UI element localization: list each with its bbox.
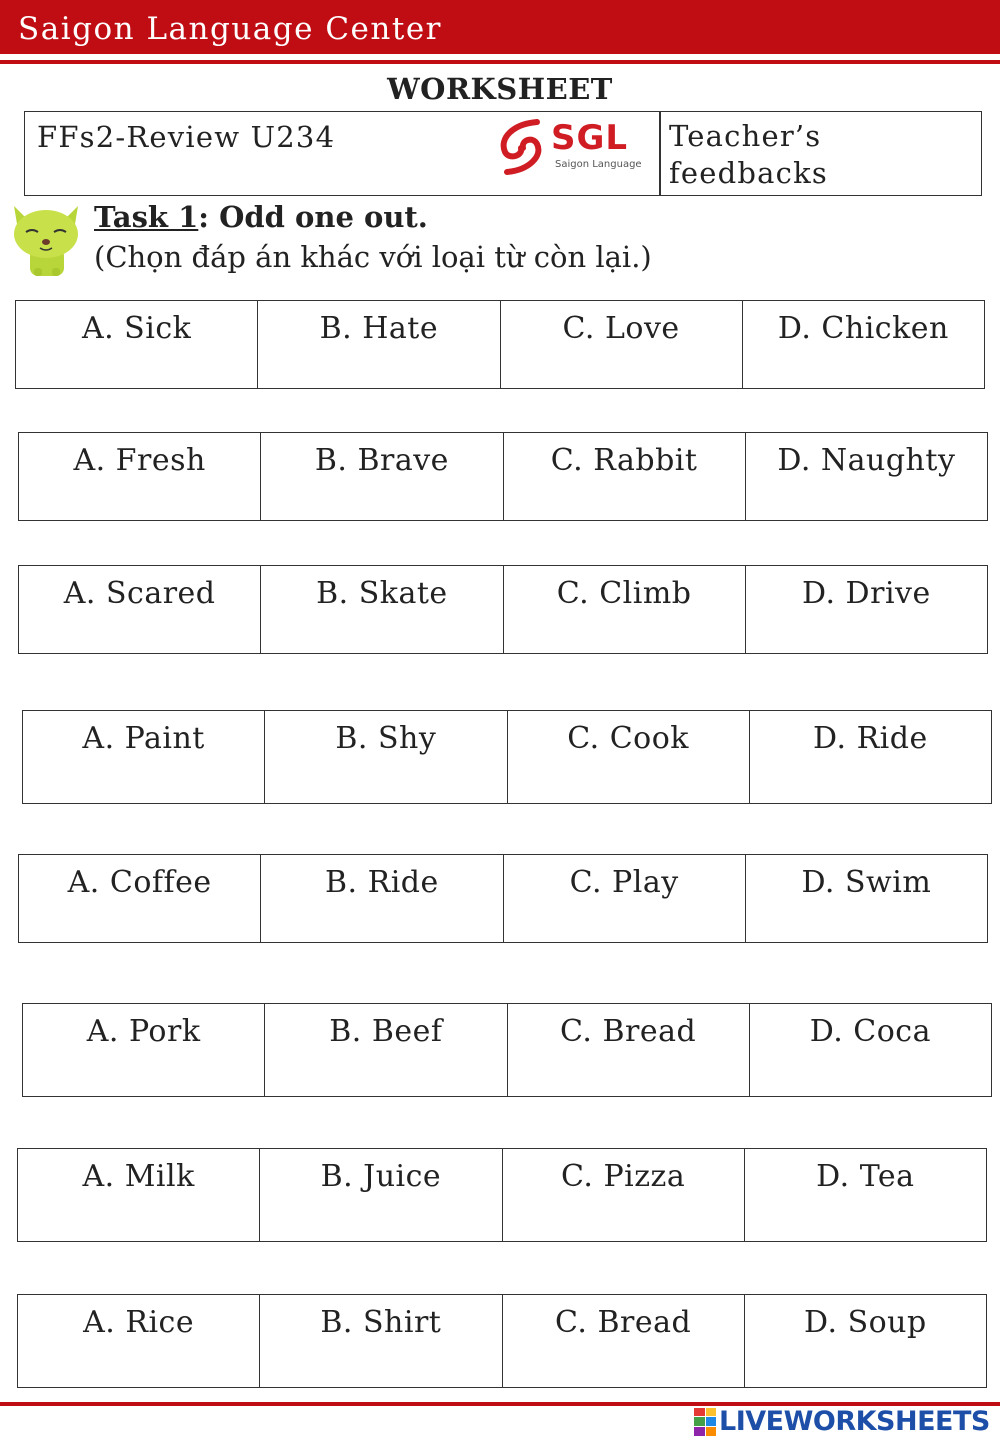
liveworksheets-brand: LIVEWORKSHEETS (719, 1406, 990, 1437)
cat-mascot-icon (6, 200, 86, 280)
task-label: Task 1 (94, 200, 199, 234)
option-a[interactable]: A. Coffee (67, 865, 212, 900)
option-b[interactable]: B. Ride (260, 855, 502, 942)
question-row (15, 300, 985, 389)
task-title (94, 200, 428, 234)
option-b[interactable]: B. Juice (259, 1149, 501, 1241)
option-a[interactable]: A. Paint (82, 721, 205, 756)
course-code: FFs2-Review U234 (37, 120, 336, 154)
center-name: Saigon Language Center (18, 11, 442, 47)
header-divider (0, 60, 1000, 64)
option-c[interactable]: C. Rabbit (503, 433, 745, 520)
option-a[interactable]: A. Milk (82, 1159, 195, 1194)
option-a[interactable]: A. Sick (81, 311, 192, 346)
option-d[interactable]: D. Swim (745, 855, 987, 942)
option-a[interactable]: A. Rice (83, 1305, 195, 1340)
sgl-logo (493, 116, 648, 186)
option-d[interactable]: D. Drive (745, 566, 987, 653)
header-bar (0, 0, 1000, 54)
option-d[interactable]: D. Chicken (742, 301, 984, 388)
question-row (22, 710, 992, 804)
option-c[interactable]: C. Love (500, 301, 742, 388)
option-d[interactable]: D. Soup (744, 1295, 986, 1387)
option-c[interactable]: C. Bread (502, 1295, 744, 1387)
option-d[interactable]: D. Tea (744, 1149, 986, 1241)
question-row (18, 854, 988, 943)
option-b[interactable]: B. Hate (257, 301, 499, 388)
liveworksheets-icon (694, 1408, 716, 1436)
option-b[interactable]: B. Shy (264, 711, 506, 803)
option-b[interactable]: B. Brave (260, 433, 502, 520)
question-row (18, 565, 988, 654)
option-a[interactable]: A. Fresh (73, 443, 206, 478)
liveworksheets-logo (694, 1406, 990, 1437)
option-b[interactable]: B. Beef (264, 1004, 506, 1096)
info-divider (659, 112, 661, 195)
sgl-swirl-icon (493, 116, 551, 178)
question-row (22, 1003, 992, 1097)
worksheet-title: WORKSHEET (387, 72, 613, 106)
option-b[interactable]: B. Skate (260, 566, 502, 653)
option-d[interactable]: D. Naughty (745, 433, 987, 520)
option-d[interactable]: D. Ride (749, 711, 991, 803)
question-row (18, 432, 988, 521)
option-a[interactable]: A. Pork (86, 1014, 201, 1049)
option-c[interactable]: C. Bread (507, 1004, 749, 1096)
option-b[interactable]: B. Shirt (259, 1295, 501, 1387)
option-c[interactable]: C. Play (503, 855, 745, 942)
option-c[interactable]: C. Pizza (502, 1149, 744, 1241)
question-row (17, 1294, 987, 1388)
logo-subtext: Saigon Language (555, 159, 642, 170)
option-d[interactable]: D. Coca (749, 1004, 991, 1096)
option-c[interactable]: C. Climb (503, 566, 745, 653)
task-instruction: (Chọn đáp án khác với loại từ còn lại.) (94, 240, 652, 274)
teacher-feedback-label: Teacher’s feedbacks (669, 119, 828, 190)
task-title-rest: : Odd one out. (198, 200, 428, 234)
option-a[interactable]: A. Scared (63, 576, 216, 611)
question-row (17, 1148, 987, 1242)
logo-text: SGL (551, 118, 629, 158)
info-box (24, 111, 982, 196)
option-c[interactable]: C. Cook (507, 711, 749, 803)
